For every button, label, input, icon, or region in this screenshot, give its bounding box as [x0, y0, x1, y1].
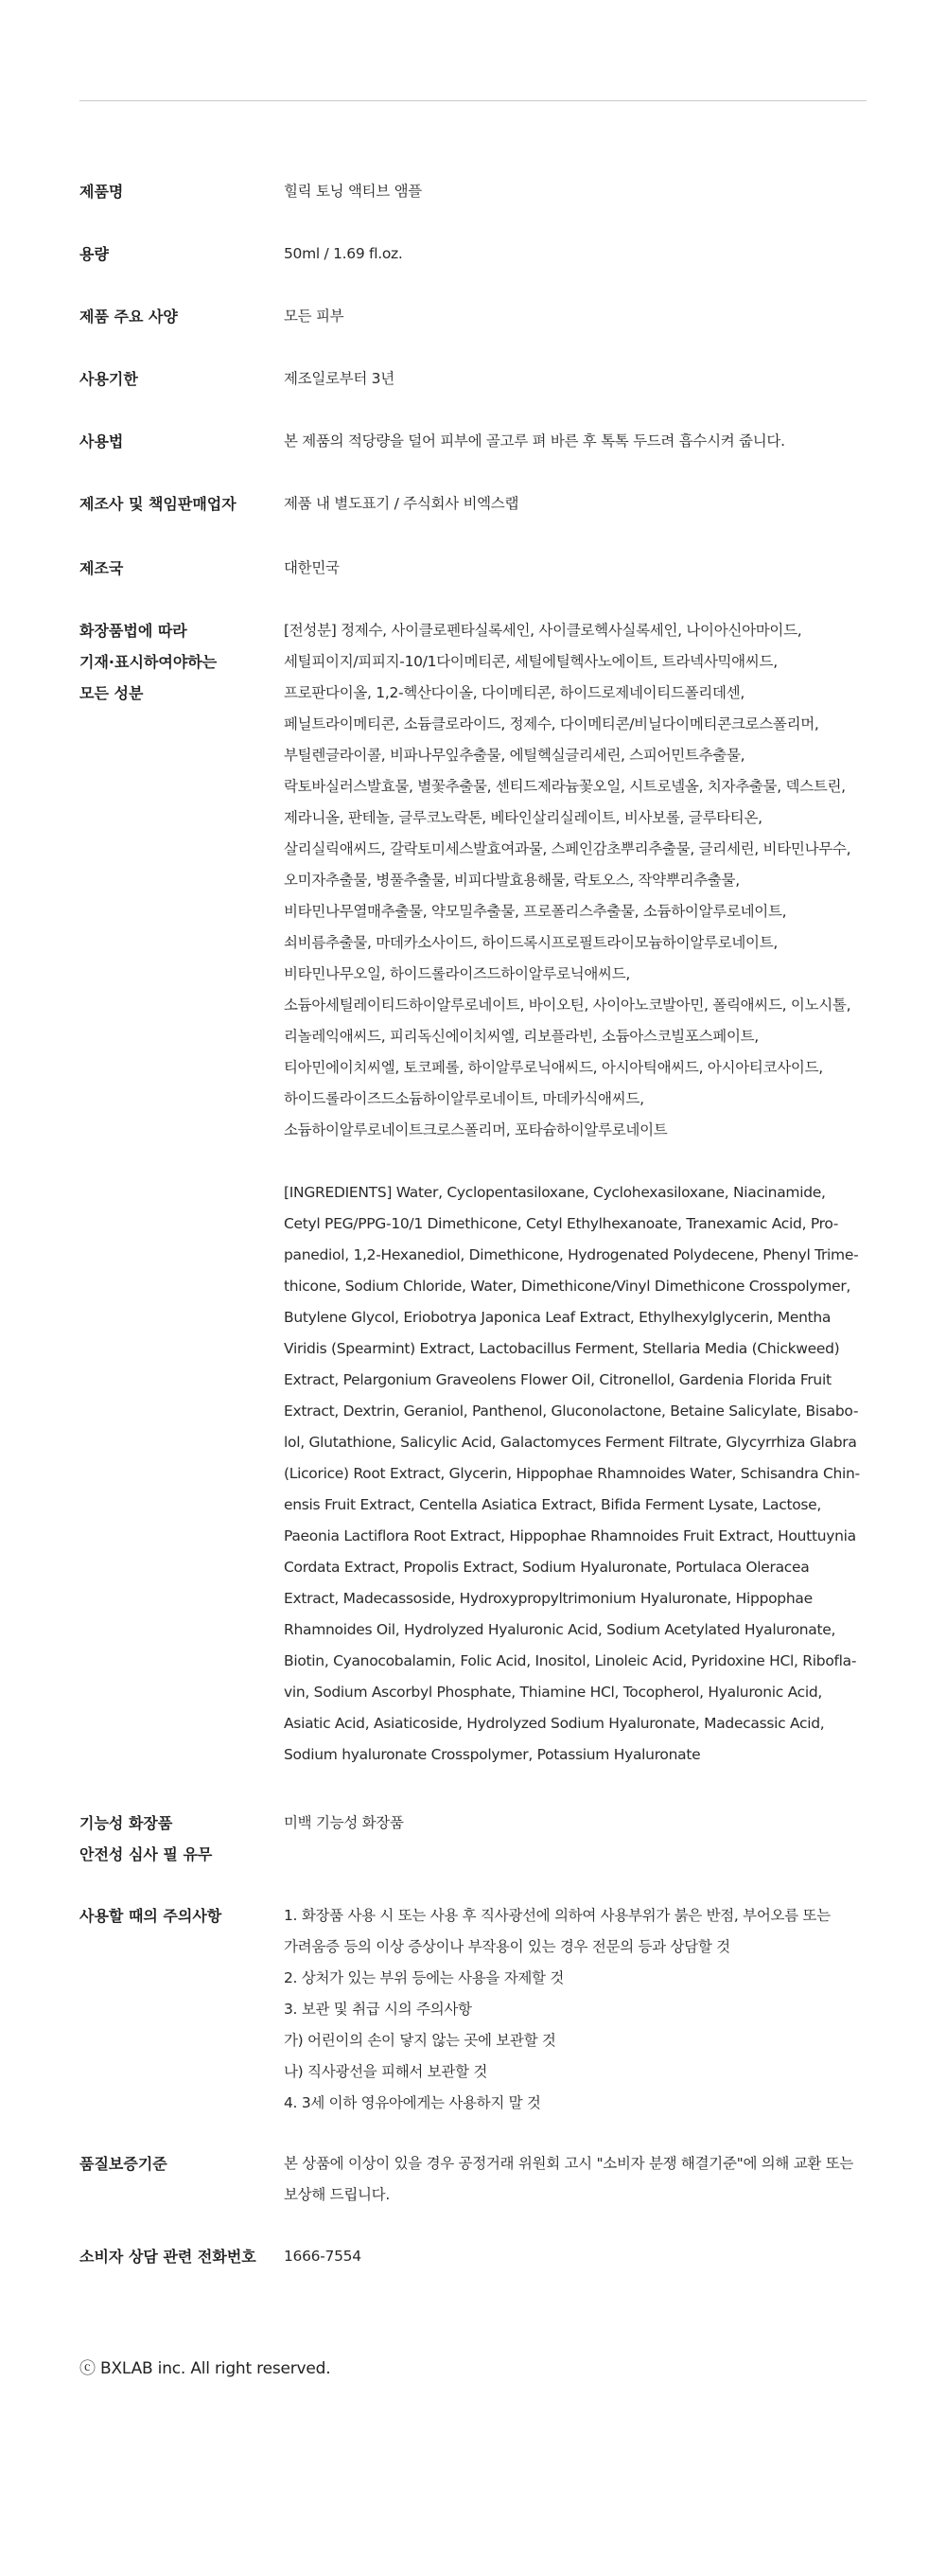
spec-label: 사용할 때의 주의사항 [79, 1907, 222, 1925]
spec-label: 제조국 [79, 559, 124, 577]
spec-label: 사용기한 [79, 370, 138, 388]
spec-label: 화장품법에 따라 기재·표시하여야하는 모든 성분 [79, 622, 218, 702]
spec-value: 힐릭 토닝 액티브 앰플 [284, 183, 422, 200]
spec-value: 모든 피부 [284, 308, 344, 325]
spec-label: 품질보증기준 [79, 2155, 167, 2173]
spec-label: 제품 주요 사양 [79, 308, 178, 326]
spec-value: 본 상품에 이상이 있을 경우 공정거래 위원회 고시 "소비자 분쟁 해결기준"에 의해 교환 또는 보상해 드립니다. [284, 2155, 854, 2203]
spec-value: 50ml / 1.69 fl.oz. [284, 245, 403, 262]
spec-value: 제조일로부터 3년 [284, 370, 394, 387]
spec-value: 미백 기능성 화장품 [284, 1814, 404, 1831]
spec-label: 제품명 [79, 183, 124, 201]
spec-value: 1. 화장품 사용 시 또는 사용 후 직사광선에 의하여 사용부위가 붉은 반점, 부어오름 또는 가려움증 등의 이상 증상이나 부작용이 있는 경우 전문의 등과 상담할 것 2. 상처가 있는 부위 등에는 사용을 자제할 것 3. 보관 및 취급 시의 주의사항 가) 어린이의 손이 닿지 않는 곳에 보관할 것 나) 직사광선을 피해서 보관할 것 4. 3세 이하 영유아에게는 사용하지 말 것 [284, 1907, 831, 2111]
spec-value: [전성분] 정제수, 사이클로펜타실록세인, 사이클로헥사실록세인, 나이아신아마이드, 세틸피이지/피피지-10/1다이메티콘, 세틸에틸헥사노에이트, 트라넥사믹애씨드, 프로판다이올, 1,2-헥산다이올, 다이메티콘, 하이드로제네이티드폴리데센, 페닐트라이메티콘, 소듐클로라이드, 정제수, 다이메티콘/비닐다이메티콘크로스폴리머, 부틸렌글라이콜, 비파나무잎추출물, 에틸헥실글리세린, 스피어민트추출물, 락토바실러스발효물, 별꽃추출물, 센티드제라늄꽃오일, 시트로넬올, 치자추출물, 덱스트린, 제라니올, 판테놀, 글루코노락톤, 베타인살리실레이트, 비사보롤, 글루타티온, 살리실릭애씨드, 갈락토미세스발효여과물, 스페인감초뿌리추출물, 글리세린, 비타민나무수, 오미자추출물, 병풀추출물, 비피다발효용해물, 락토오스, 작약뿌리추출물, 비타민나무열매추출물, 약모밀추출물, 프로폴리스추출물, 소듐하이알루로네이트, 쇠비름추출물, 마데카소사이드, 하이드록시프로필트라이모늄하이알루로네이트, 비타민나무오일, 하이드롤라이즈드하이알루로닉애씨드, 소듐아세틸레이티드하이알루로네이트, 바이오틴, 사이아노코발아민, 폴릭애씨드, 이노시톨, 리놀레익애씨드, 피리독신에이치씨엘, 리보플라빈, 소듐아스코빌포스페이트, 티아민에이치씨엘, 토코페롤, 하이알루로닉애씨드, 아시아틱애씨드, 아시아티코사이드, 하이드롤라이즈드소듐하이알루로네이트, 마데카식애씨드, 소듐하이알루로네이트크로스폴리머, 포타슘하이알루로네이트 [INGREDIENTS] Water, Cyclopentasiloxane, Cyclohexasiloxane, Niacinamide, Cetyl PEG/PPG-10/1 Dimethicone, Cetyl Ethylhexanoate, Tranexamic Acid, Pro- panediol, 1,2-Hexanediol, Dimethicone, Hydrogenated Polydecene, Phenyl Trime- thicone, Sodium Chloride, Water, Dimethicone/Vinyl Dimethicone Crosspolymer, Butylene Glycol, Eriobotrya Japonica Leaf Extract, Ethylhexylglycerin, Mentha Viridis (Spearmint) Extract, Lactobacillus Ferment, Stellaria Media (Chickweed) Extract, Pelargonium Graveolens Flower Oil, Citronellol, Gardenia Florida Fruit Extract, Dextrin, Geraniol, Panthenol, Gluconolactone, Betaine Salicylate, Bisabo- lol, Glutathione, Salicylic Acid, Galactomyces Ferment Filtrate, Glycyrrhiza Glabra (Licorice) Root Extract, Glycerin, Hippophae Rhamnoides Water, Schisandra Chin- ensis Fruit Extract, Centella Asiatica Extract, Bifida Ferment Lysate, Lactose, Paeonia Lactiflora Root Extract, Hippophae Rhamnoides Fruit Extract, Houttuynia Cordata Extract, Propolis Extract, Sodium Hyaluronate, Portulaca Oleracea Extract, Madecassoside, Hydroxypropyltrimonium Hyaluronate, Hippophae Rhamnoides Oil, Hydrolyzed Hyaluronic Acid, Sodium Acetylated Hyaluronate, Biotin, Cyanocobalamin, Folic Acid, Inositol, Linoleic Acid, Pyridoxine HCl, Ribofla- vin, Sodium Ascorbyl Phosphate, Thiamine HCl, Tocopherol, Hyaluronic Acid, Asiatic Acid, Asiaticoside, Hydrolyzed Sodium Hyaluronate, Madecassic Acid, Sodium hyaluronate Crosspolymer, Potassium Hyaluronate [284, 622, 860, 1763]
copyright-text: ⓒ BXLAB inc. All right reserved. [79, 2359, 331, 2378]
spec-value: 1666-7554 [284, 2248, 361, 2265]
spec-label: 소비자 상담 관련 전화번호 [79, 2248, 256, 2266]
spec-value: 본 제품의 적당량을 덜어 피부에 골고루 펴 바른 후 톡톡 두드려 흡수시켜 줍니다. [284, 432, 785, 450]
spec-value: 제품 내 별도표기 / 주식회사 비엑스랩 [284, 495, 519, 512]
spec-label: 제조사 및 책임판매업자 [79, 495, 236, 513]
top-divider [79, 100, 867, 101]
spec-label: 사용법 [79, 432, 124, 450]
spec-label: 기능성 화장품 안전성 심사 필 유무 [79, 1814, 213, 1863]
spec-label: 용량 [79, 245, 109, 263]
spec-value: 대한민국 [284, 559, 340, 576]
